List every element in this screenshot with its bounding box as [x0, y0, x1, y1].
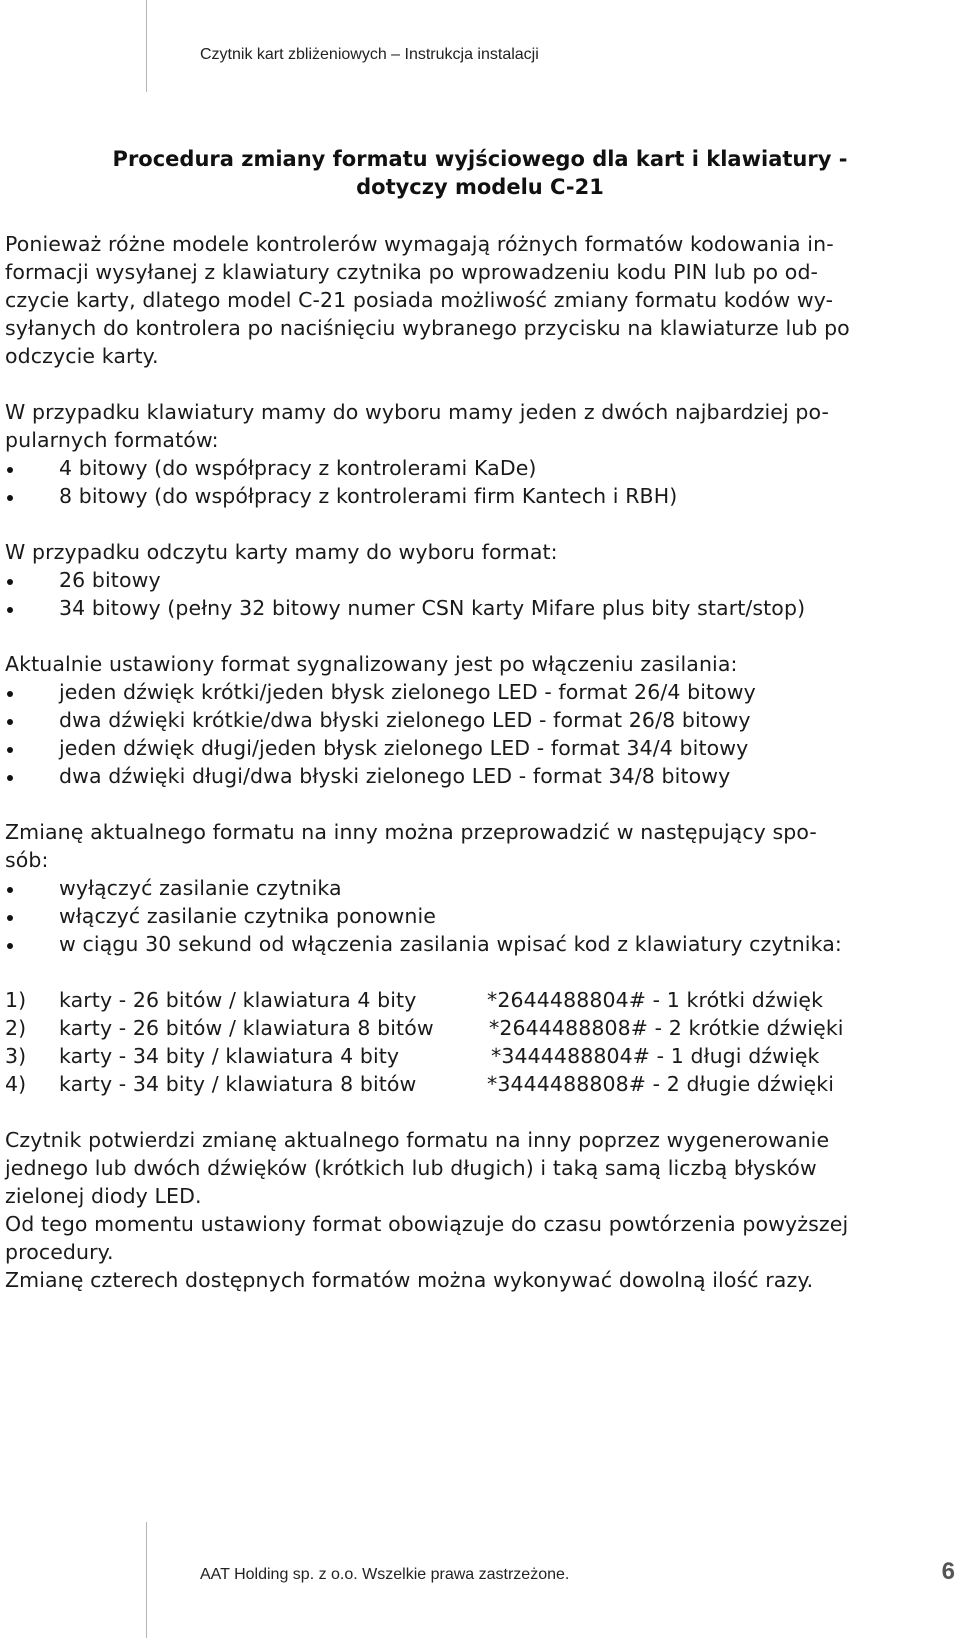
code-row-code: *2644488804# - 1 krótki dźwięk	[487, 988, 824, 1012]
bullet-icon	[7, 719, 13, 725]
code-row-description: karty - 26 bitów / klawiatura 4 bity	[59, 988, 417, 1012]
keypad-format-paragraph	[5, 398, 955, 454]
list-item-text: dwa dźwięki długi/dwa błyski zielonego LED - format 34/8 bitowy	[59, 764, 731, 788]
section-title-line-2: dotyczy modelu C-21	[356, 175, 604, 199]
bullet-icon	[7, 915, 13, 921]
section-title-line-1: Procedura zmiany formatu wyjściowego dla kart i klawiatury -	[112, 147, 848, 171]
text-line: czycie karty, dlatego model C-21 posiada możliwość zmiany formatu kodów wy-	[5, 288, 834, 312]
list-item	[5, 902, 955, 930]
text-line: procedury.	[5, 1240, 114, 1264]
bullet-icon	[7, 943, 13, 949]
code-row-number: 1)	[5, 988, 27, 1012]
text-line: syłanych do kontrolera po naciśnięciu wybranego przycisku na klawiaturze lub po	[5, 316, 850, 340]
list-item	[5, 594, 955, 622]
bullet-icon	[7, 691, 13, 697]
list-item	[5, 930, 955, 958]
code-row-number: 2)	[5, 1016, 27, 1040]
card-format-list	[5, 566, 955, 622]
card-format-paragraph	[5, 538, 955, 566]
page-number: 6	[941, 1558, 955, 1585]
text-line: pularnych formatów:	[5, 428, 219, 452]
footer-divider-line	[146, 1522, 147, 1638]
text-line: zielonej diody LED.	[5, 1184, 202, 1208]
change-procedure-list	[5, 874, 955, 958]
list-item	[5, 734, 955, 762]
format-code-list	[5, 986, 955, 1098]
bullet-icon	[7, 747, 13, 753]
running-header: Czytnik kart zbliżeniowych – Instrukcja instalacji	[200, 46, 539, 63]
text-line: Aktualnie ustawiony format sygnalizowany jest po włączeniu zasilania:	[5, 652, 738, 676]
list-item-text: 26 bitowy	[59, 568, 161, 592]
code-row-description: karty - 34 bity / klawiatura 8 bitów	[59, 1072, 417, 1096]
list-item	[5, 762, 955, 790]
header-divider-line	[146, 0, 147, 92]
text-line: Czytnik potwierdzi zmianę aktualnego formatu na inny poprzez wygenerowanie	[5, 1128, 830, 1152]
text-line: jednego lub dwóch dźwięków (krótkich lub długich) i taką samą liczbą błysków	[5, 1156, 817, 1180]
text-line: Zmianę aktualnego formatu na inny można przeprowadzić w następujący spo-	[5, 820, 817, 844]
list-item-text: dwa dźwięki krótkie/dwa błyski zielonego LED - format 26/8 bitowy	[59, 708, 751, 732]
list-item-text: jeden dźwięk długi/jeden błysk zielonego LED - format 34/4 bitowy	[59, 736, 749, 760]
list-item-text: 4 bitowy (do współpracy z kontrolerami KaDe)	[59, 456, 537, 480]
text-line: formacji wysyłanej z klawiatury czytnika po wprowadzeniu kodu PIN lub po od-	[5, 260, 819, 284]
bullet-icon	[7, 887, 13, 893]
bullet-icon	[7, 775, 13, 781]
text-line: W przypadku klawiatury mamy do wyboru mamy jeden z dwóch najbardziej po-	[5, 400, 830, 424]
list-item	[5, 706, 955, 734]
list-item-text: w ciągu 30 sekund od włączenia zasilania wpisać kod z klawiatury czytnika:	[59, 932, 842, 956]
list-item	[5, 566, 955, 594]
code-row	[5, 1042, 955, 1070]
list-item-text: wyłączyć zasilanie czytnika	[59, 876, 342, 900]
text-line: odczycie karty.	[5, 344, 159, 368]
change-procedure-paragraph	[5, 818, 955, 874]
bullet-icon	[7, 579, 13, 585]
list-item	[5, 482, 955, 510]
list-item	[5, 678, 955, 706]
closing-paragraph	[5, 1126, 955, 1294]
code-row-number: 4)	[5, 1072, 27, 1096]
code-row-code: *3444488808# - 2 długie dźwięki	[487, 1072, 835, 1096]
current-format-paragraph	[5, 650, 955, 678]
current-format-list	[5, 678, 955, 790]
intro-paragraph	[5, 230, 955, 370]
text-line: Zmianę czterech dostępnych formatów można wykonywać dowolną ilość razy.	[5, 1268, 814, 1292]
list-item-text: włączyć zasilanie czytnika ponownie	[59, 904, 437, 928]
keypad-format-list	[5, 454, 955, 510]
code-row-description: karty - 26 bitów / klawiatura 8 bitów	[59, 1016, 434, 1040]
section-title	[0, 145, 960, 201]
list-item-text: 8 bitowy (do współpracy z kontrolerami firm Kantech i RBH)	[59, 484, 678, 508]
text-line: W przypadku odczytu karty mamy do wyboru format:	[5, 540, 558, 564]
list-item	[5, 874, 955, 902]
code-row-description: karty - 34 bity / klawiatura 4 bity	[59, 1044, 400, 1068]
list-item-text: 34 bitowy (pełny 32 bitowy numer CSN karty Mifare plus bity start/stop)	[59, 596, 806, 620]
code-row	[5, 986, 955, 1014]
text-line: Ponieważ różne modele kontrolerów wymagają różnych formatów kodowania in-	[5, 232, 834, 256]
document-body	[5, 230, 955, 1294]
code-row-code: *2644488808# - 2 krótkie dźwięki	[489, 1016, 844, 1040]
footer-copyright: AAT Holding sp. z o.o. Wszelkie prawa zastrzeżone.	[200, 1566, 570, 1583]
code-row	[5, 1070, 955, 1098]
text-line: Od tego momentu ustawiony format obowiązuje do czasu powtórzenia powyższej	[5, 1212, 849, 1236]
code-row	[5, 1014, 955, 1042]
bullet-icon	[7, 467, 13, 473]
list-item-text: jeden dźwięk krótki/jeden błysk zielonego LED - format 26/4 bitowy	[59, 680, 756, 704]
code-row-code: *3444488804# - 1 długi dźwięk	[491, 1044, 820, 1068]
bullet-icon	[7, 495, 13, 501]
bullet-icon	[7, 607, 13, 613]
list-item	[5, 454, 955, 482]
text-line: sób:	[5, 848, 49, 872]
code-row-number: 3)	[5, 1044, 27, 1068]
